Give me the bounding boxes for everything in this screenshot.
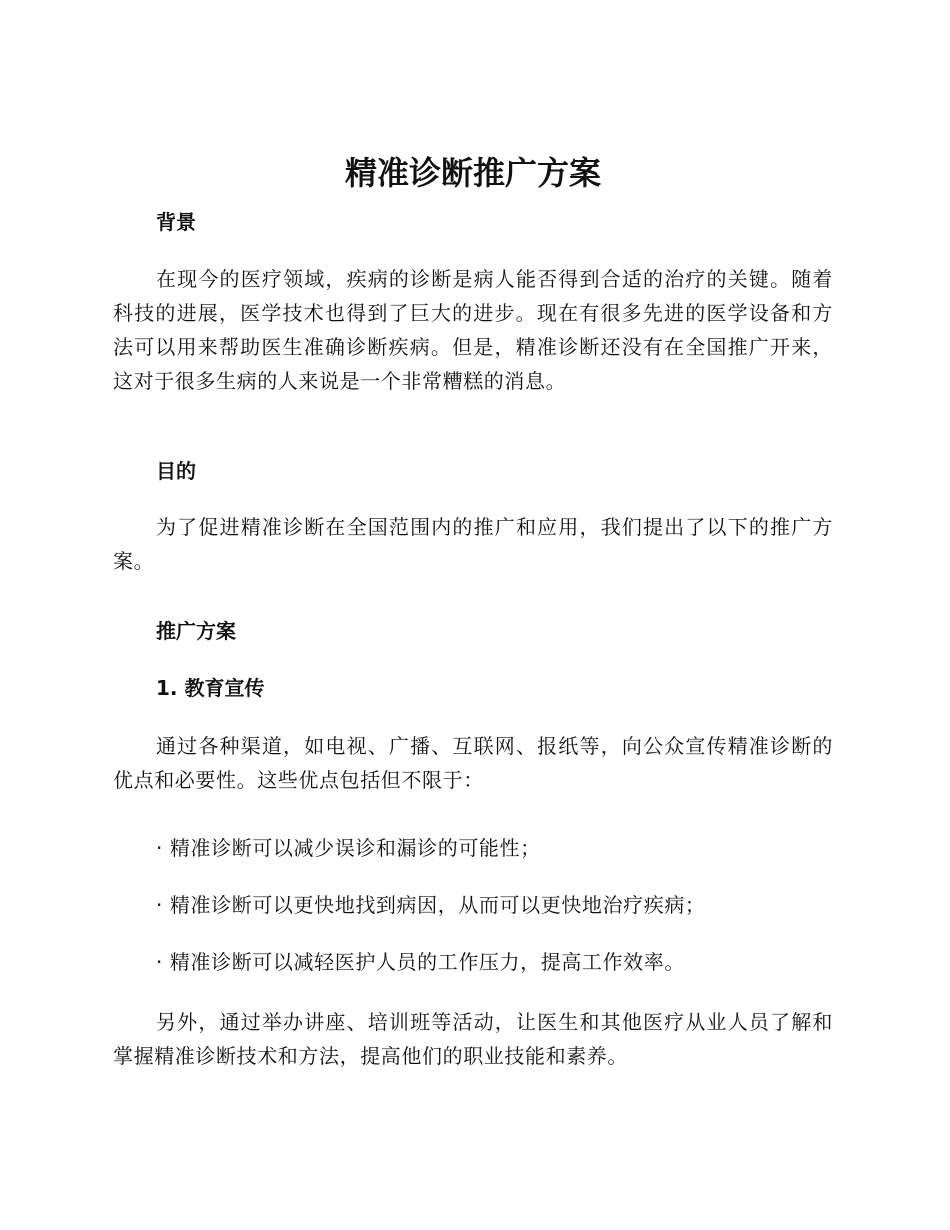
purpose-paragraph: 为了促进精准诊断在全国范围内的推广和应用，我们提出了以下的推广方案。 <box>113 515 833 573</box>
background-paragraph: 在现今的医疗领域，疾病的诊断是病人能否得到合适的治疗的关键。随着科技的进展，医学技术也得到了巨大的进步。现在有很多先进的医学设备和方法可以用来帮助医生准确诊断疾病。但是，精准诊断还没有在全国推广开来，这对于很多生病的人来说是一个非常糟糕的消息。 <box>113 267 833 393</box>
benefit-bullet-3: · 精准诊断可以减轻医护人员的工作压力，提高工作效率。 <box>156 950 685 974</box>
training-paragraph: 另外，通过举办讲座、培训班等活动，让医生和其他医疗从业人员了解和掌握精准诊断技术和方法，提高他们的职业技能和素养。 <box>113 1010 833 1068</box>
education-intro-paragraph: 通过各种渠道，如电视、广播、互联网、报纸等，向公众宣传精准诊断的优点和必要性。这些优点包括但不限于： <box>113 734 833 792</box>
benefit-bullet-1: · 精准诊断可以减少误诊和漏诊的可能性； <box>156 836 541 860</box>
education-subheading: 1. 教育宣传 <box>156 676 265 700</box>
background-heading: 背景 <box>156 210 196 234</box>
document-title: 精准诊断推广方案 <box>344 154 601 192</box>
benefit-bullet-2: · 精准诊断可以更快地找到病因，从而可以更快地治疗疾病； <box>156 893 706 917</box>
purpose-heading: 目的 <box>156 459 196 483</box>
plan-heading: 推广方案 <box>156 619 236 643</box>
